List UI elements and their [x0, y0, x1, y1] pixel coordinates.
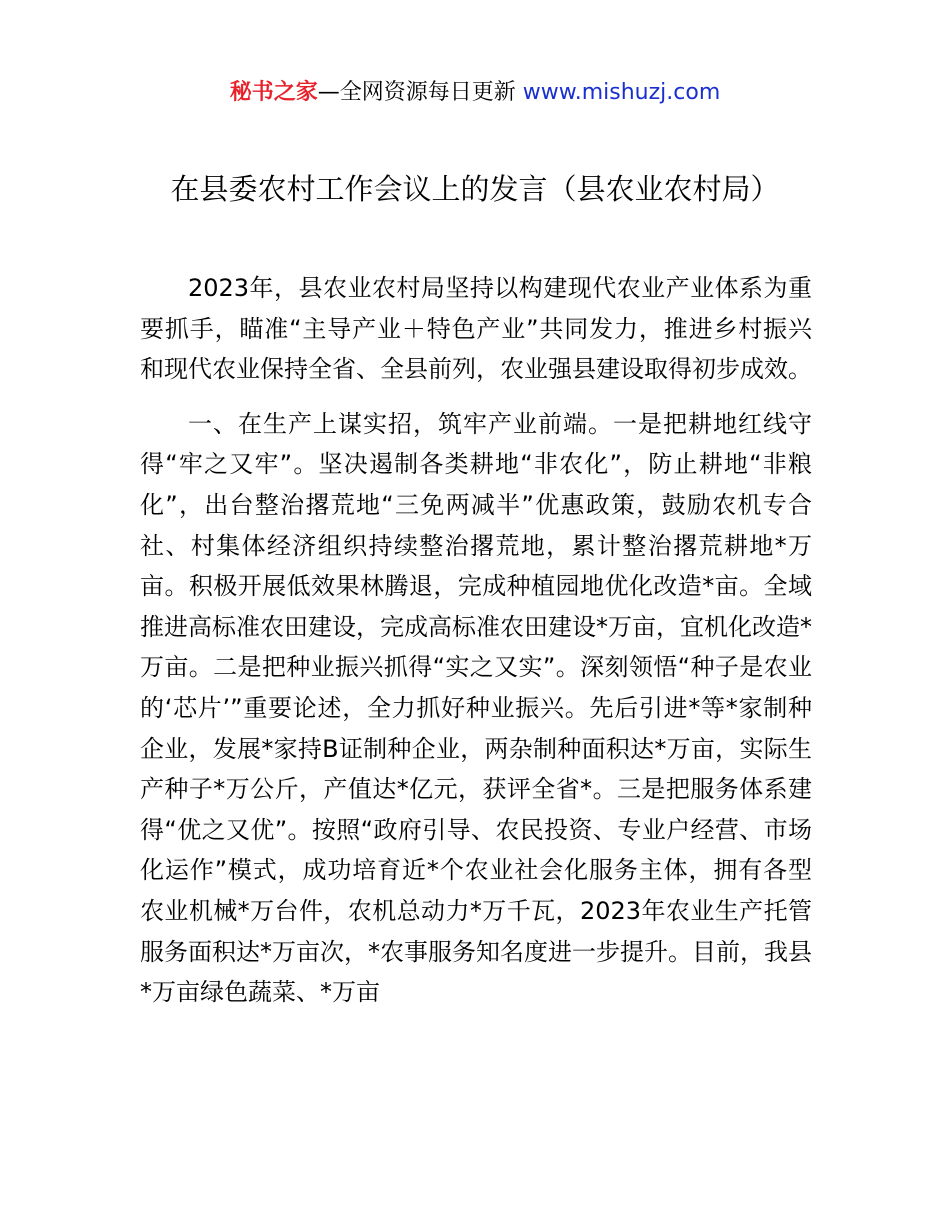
document-title: 在县委农村工作会议上的发言（县农业农村局）	[170, 172, 780, 206]
header-tagline: —全网资源每日更新	[317, 80, 516, 105]
document-body	[140, 268, 812, 1013]
site-url-link[interactable]: www.mishuzj.com	[522, 80, 721, 105]
paragraph-intro: 2023年，县农业农村局坚持以构建现代农业产业体系为重要抓手，瞄准“主导产业＋特色产业”共同发力，推进乡村振兴和现代农业保持全省、全县前列，农业强县建设取得初步成效。	[140, 274, 812, 384]
brand-name: 秘书之家	[229, 80, 318, 105]
site-header	[0, 76, 950, 110]
paragraph-section-one: 一、在生产上谋实招，筑牢产业前端。一是把耕地红线守得“牢之又牢”。坚决遏制各类耕地“非农化”，防止耕地“非粮化”，出台整治撂荒地“三免两减半”优惠政策，鼓励农机专合社、村集体经济组织持续整治撂荒地，累计整治撂荒耕地*万亩。积极开展低效果林腾退，完成种植园地优化改造*亩。全域推进高标准农田建设，完成高标准农田建设*万亩，宜机化改造*万亩。二是把种业振兴抓得“实之又实”。深刻领悟“种子是农业的‘芯片’”重要论述，全力抓好种业振兴。先后引进*等*家制种企业，发展*家持B证制种企业，两杂制种面积达*万亩，实际生产种子*万公斤，产值达*亿元，获评全省*。三是把服务体系建得“优之又优”。按照“政府引导、农民投资、专业户经营、市场化运作”模式，成功培育近*个农业社会化服务主体，拥有各型农业机械*万台件，农机总动力*万千瓦，2023年农业生产托管服务面积达*万亩次，*农事服务知名度进一步提升。目前，我县*万亩绿色蔬菜、*万亩	[140, 409, 812, 1007]
